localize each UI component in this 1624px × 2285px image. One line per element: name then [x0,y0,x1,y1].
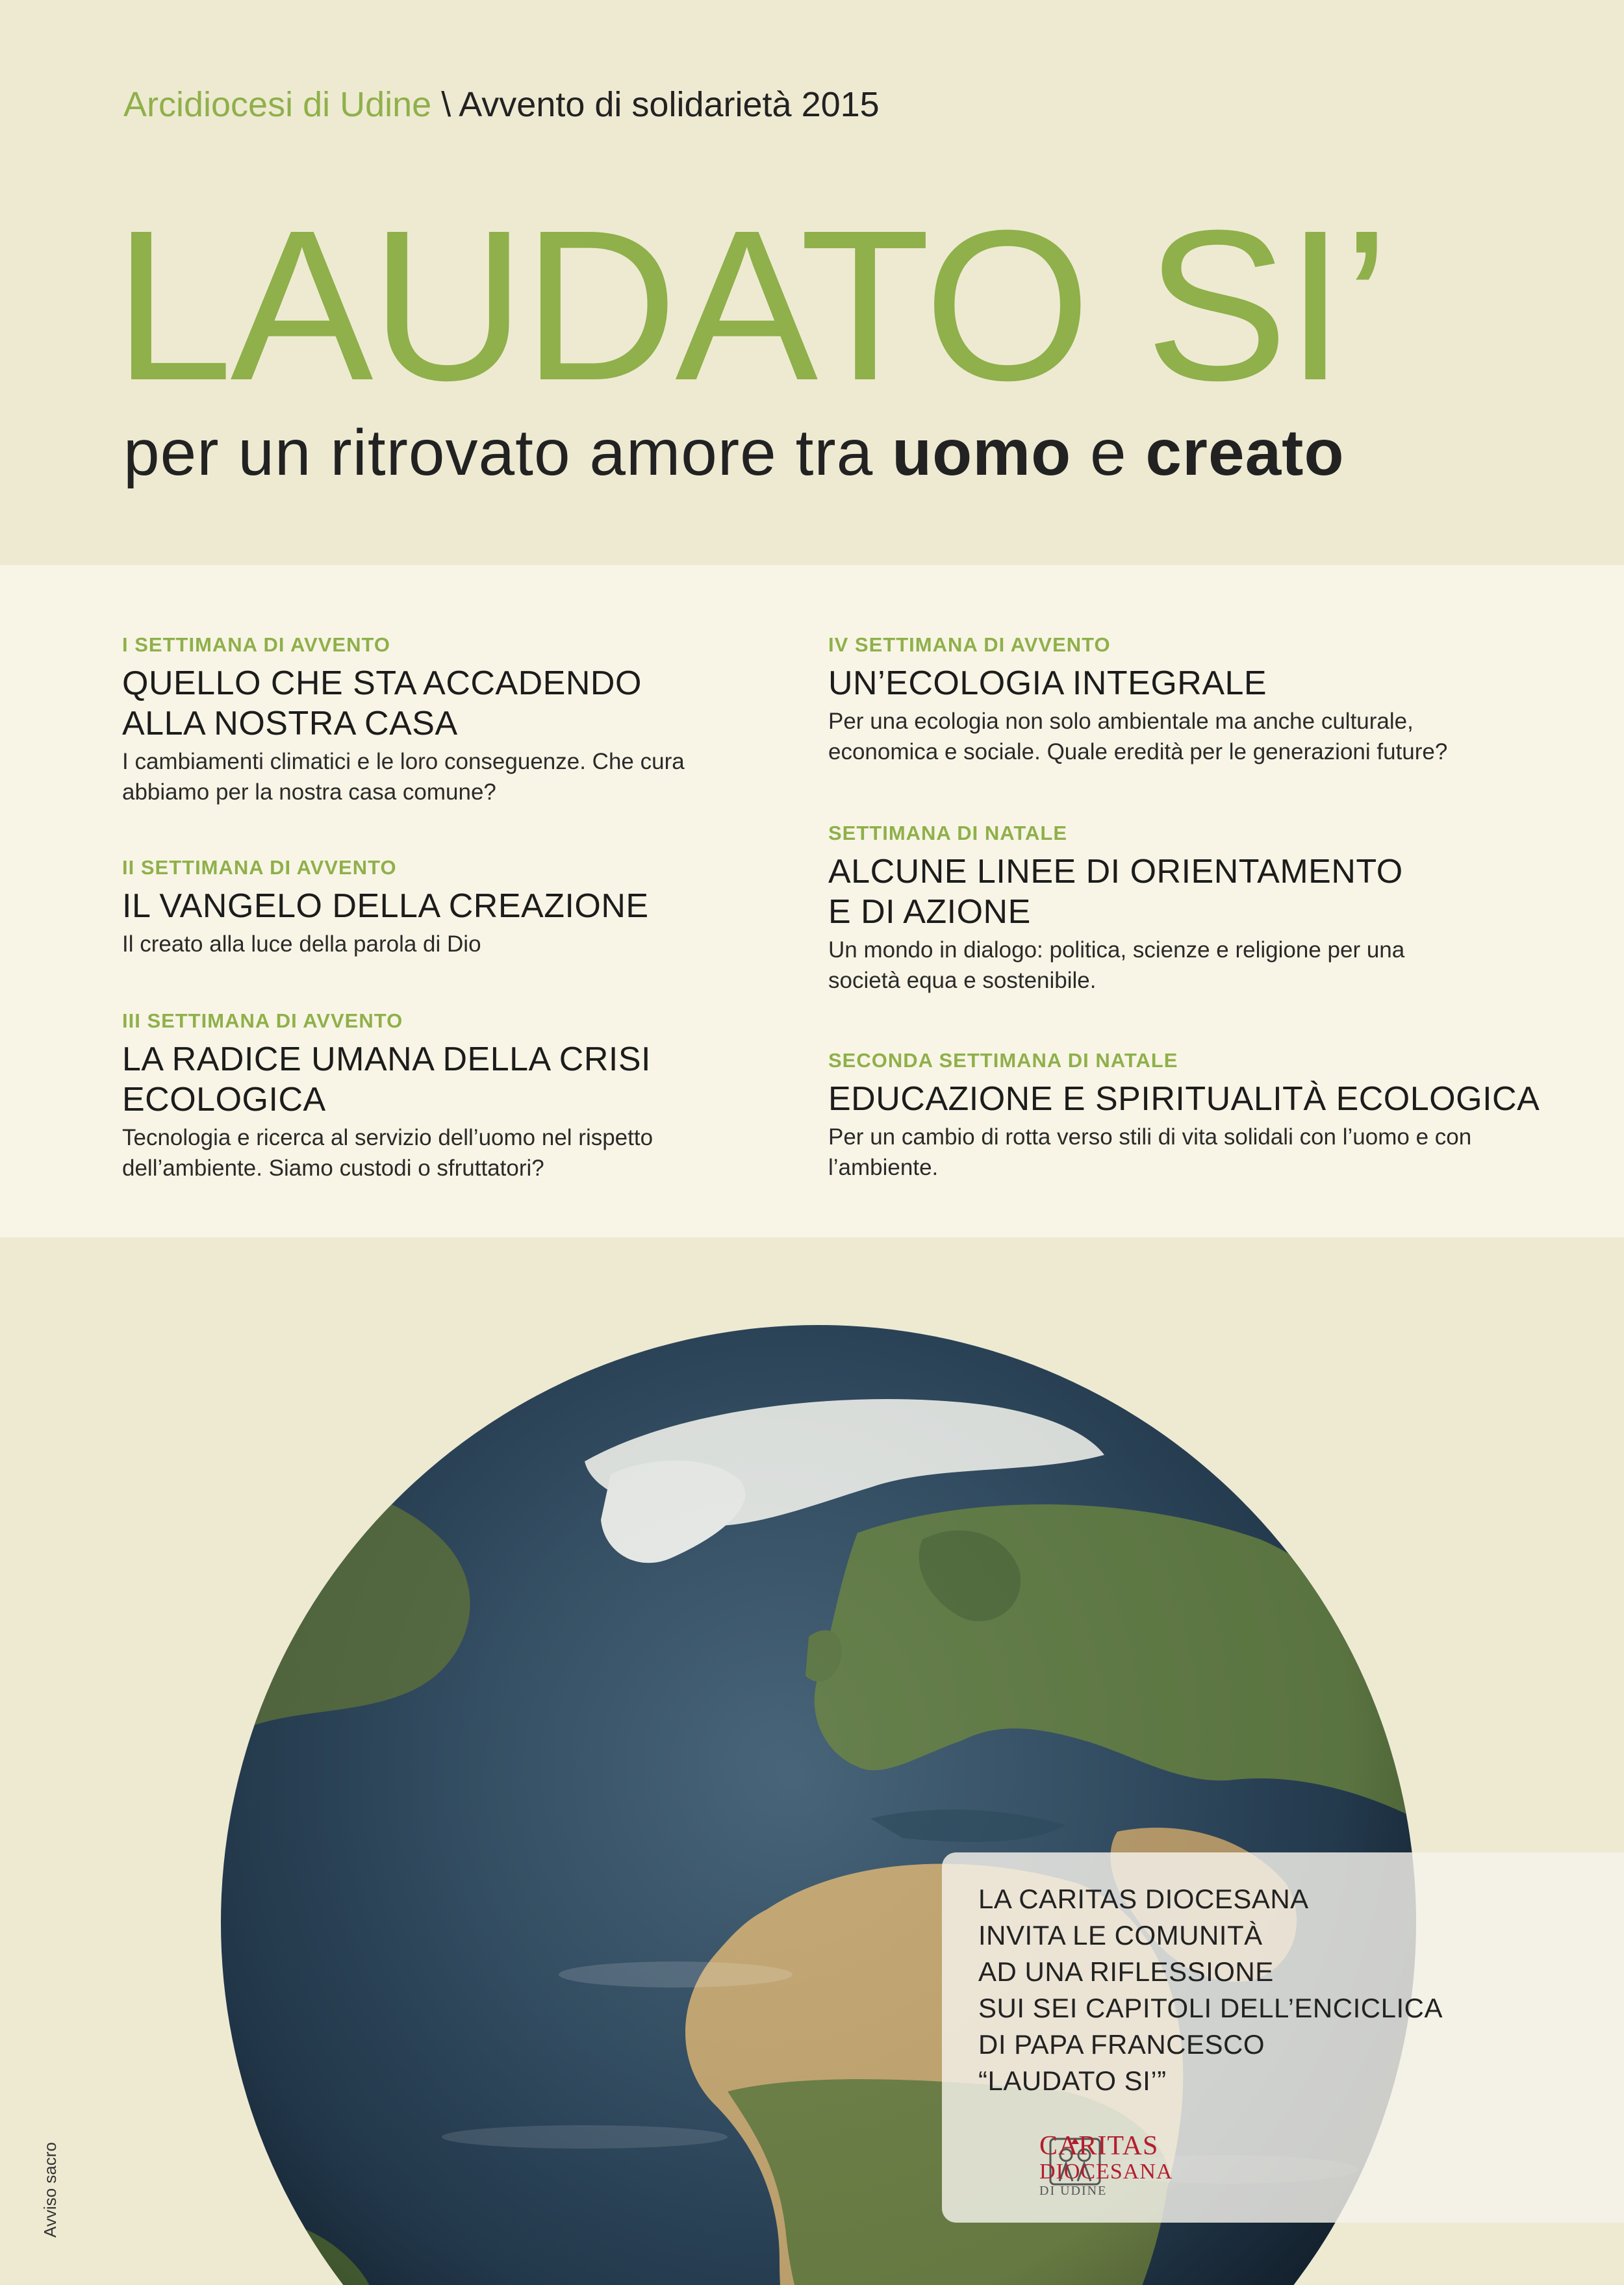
week-heading [122,663,811,744]
week-heading [122,886,811,926]
week-kicker: SECONDA SETTIMANA DI NATALE [828,1049,1178,1072]
legal-notice: Avviso sacro [40,2142,60,2238]
invitation-line: “LAUDATO SI’” [978,2065,1167,2096]
breadcrumb-separator: \ [431,85,459,124]
subtitle-text-2: e [1071,416,1146,489]
week-description-line: abbiamo per la nostra casa comune? [122,779,496,805]
organization-name: Arcidiocesi di Udine [123,85,432,124]
week-description-line: Il creato alla luce della parola di Dio [122,931,481,957]
week-description [828,935,1543,996]
week-description-line: Per un cambio di rotta verso stili di vita solidali con l’uomo e con [828,1124,1472,1150]
week-description [122,746,811,807]
week-item [122,633,811,856]
week-heading-line: EDUCAZIONE E SPIRITUALITÀ ECOLOGICA [828,1080,1540,1118]
invitation-line: LA CARITAS DIOCESANA [978,1884,1309,1914]
program-section [0,565,1624,1237]
logo-line-1: CARITAS [1039,2131,1159,2161]
week-item [828,1049,1543,1183]
week-item [122,1009,811,1183]
header-section [0,0,1624,565]
page-title: LAUDATO SI’ [114,185,1388,425]
week-kicker: II SETTIMANA DI AVVENTO [122,856,397,879]
invitation-line: DI PAPA FRANCESCO [978,2029,1265,2060]
breadcrumb [123,84,880,125]
week-heading [828,663,1543,703]
week-item [122,856,811,1009]
week-description-line: società equa e sostenibile. [828,968,1097,993]
week-kicker: SETTIMANA DI NATALE [828,822,1068,844]
week-description [828,706,1543,767]
week-description-line: Tecnologia e ricerca al servizio dell’uomo nel rispetto [122,1125,653,1150]
logo-line-3: DI UDINE [1039,2184,1108,2198]
program-column-left [122,633,811,1183]
subtitle-bold-2: creato [1145,416,1345,489]
week-heading-line: QUELLO CHE STA ACCADENDO [122,664,642,702]
caritas-logo-text [1039,2132,1173,2197]
week-description [122,1122,811,1183]
week-heading-line: E DI AZIONE [828,893,1031,931]
subtitle-text-1: per un ritrovato amore tra [123,416,893,489]
subtitle-bold-1: uomo [892,416,1072,489]
week-heading-line: UN’ECOLOGIA INTEGRALE [828,664,1267,702]
week-description-line: I cambiamenti climatici e le loro conseguenze. Che cura [122,749,685,774]
week-heading [828,852,1543,932]
week-description-line: Un mondo in dialogo: politica, scienze e religione per una [828,937,1405,963]
week-description-line: Per una ecologia non solo ambientale ma anche culturale, [828,709,1414,734]
program-column-right [828,633,1543,1183]
week-item [828,822,1543,1049]
invitation-line: INVITA LE COMUNITÀ [978,1920,1263,1950]
invitation-line: AD UNA RIFLESSIONE [978,1956,1274,1987]
week-kicker: IV SETTIMANA DI AVVENTO [828,633,1111,656]
week-heading-line: ALCUNE LINEE DI ORIENTAMENTO [828,853,1403,890]
week-item [828,633,1543,822]
week-heading-line: ECOLOGICA [122,1081,326,1118]
invitation-line: SUI SEI CAPITOLI DELL’ENCICLICA [978,1993,1443,2023]
week-heading [122,1039,811,1120]
week-description-line: economica e sociale. Quale eredità per le generazioni future? [828,739,1448,764]
week-kicker: III SETTIMANA DI AVVENTO [122,1009,403,1032]
week-heading [828,1079,1543,1119]
week-description-line: dell’ambiente. Siamo custodi o sfruttatori? [122,1155,544,1181]
week-heading-line: ALLA NOSTRA CASA [122,705,458,742]
week-description-line: l’ambiente. [828,1155,939,1180]
week-kicker: I SETTIMANA DI AVVENTO [122,633,390,656]
week-description [122,929,811,959]
week-description [828,1122,1543,1183]
event-name: Avvento di solidarietà 2015 [459,85,880,124]
logo-line-2: DIOCESANA [1039,2160,1173,2184]
page-subtitle [123,416,1345,490]
week-heading-line: LA RADICE UMANA DELLA CRISI [122,1041,651,1078]
week-heading-line: IL VANGELO DELLA CREAZIONE [122,887,649,925]
invitation-text [978,1881,1443,2099]
